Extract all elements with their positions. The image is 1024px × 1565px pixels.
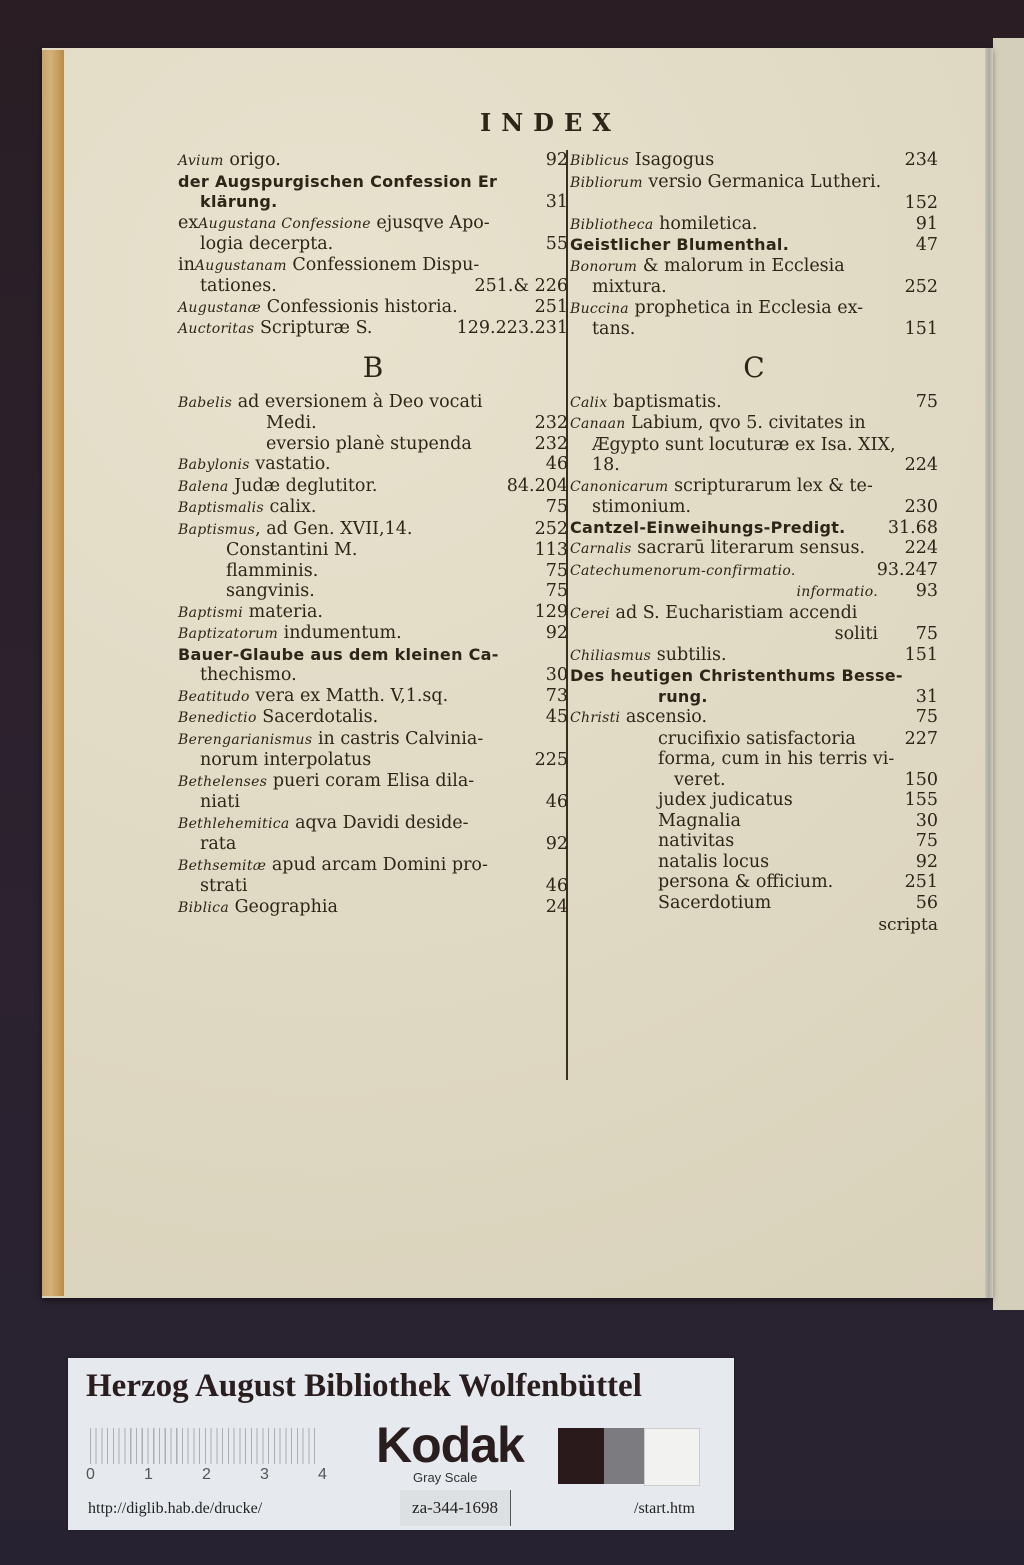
index-entry: Babelis ad eversionem à Deo vocati bbox=[178, 391, 483, 412]
swatch-gray bbox=[604, 1428, 644, 1484]
index-entry: der Augspurgischen Confession Er bbox=[178, 171, 498, 191]
ruler-label: 3 bbox=[260, 1466, 269, 1483]
index-entry: Carnalis sacrarū literarum sensus. 224 bbox=[570, 538, 938, 558]
index-subentry: eversio planè stupenda 232 bbox=[266, 433, 568, 454]
index-entry: Christi ascensio. 75 bbox=[570, 707, 938, 727]
index-entry-continuation: rata 92 bbox=[200, 834, 568, 854]
index-entry-continuation: thechismo. 30 bbox=[200, 665, 568, 685]
ruler-scale bbox=[90, 1428, 320, 1464]
index-entry: Chiliasmus subtilis. 151 bbox=[570, 644, 938, 665]
index-entry: Bonorum & malorum in Ecclesia bbox=[570, 255, 845, 276]
index-subentry: informatio. 93 bbox=[796, 581, 938, 601]
index-entry: Canonicarum scripturarum lex & te- bbox=[570, 475, 873, 496]
index-entry: Cerei ad S. Eucharistiam accendi bbox=[570, 602, 858, 623]
index-column-left bbox=[178, 150, 568, 918]
index-entry-continuation: logia decerpta. 55 bbox=[200, 234, 568, 254]
index-subentry: nativitas 75 bbox=[658, 831, 938, 851]
index-subentry: Constantini M. 113 bbox=[226, 540, 568, 560]
index-entry: Auctoritas Scripturæ S. 129.223.231 bbox=[178, 318, 568, 338]
index-subentry: crucifixio satisfactoria 227 bbox=[658, 728, 938, 749]
entries-b bbox=[178, 392, 568, 919]
index-subentry: forma, cum in his terris vi- bbox=[658, 749, 895, 769]
url-suffix: /start.htm bbox=[634, 1500, 695, 1517]
page-title: INDEX bbox=[480, 108, 621, 137]
index-entry-continuation: 152 bbox=[904, 193, 938, 213]
entries-c bbox=[570, 392, 938, 914]
index-entry: Beatitudo vera ex Matth. V,1.sq. 73 bbox=[178, 685, 568, 706]
index-entry-continuation: 18. 224 bbox=[592, 455, 938, 475]
index-entry: Catechumenorum-confirmatio. 93.247 bbox=[570, 559, 938, 580]
index-subentry: natalis locus 92 bbox=[658, 851, 938, 872]
index-subentry: flamminis. 75 bbox=[226, 560, 568, 581]
index-entry: Biblica Geographia 24 bbox=[178, 896, 568, 917]
index-entry: Bethsemitæ apud arcam Domini pro- bbox=[178, 854, 488, 875]
index-entry: Calix baptismatis. 75 bbox=[570, 391, 938, 412]
institution-name: Herzog August Bibliothek Wolfenbüttel bbox=[86, 1368, 642, 1404]
index-subentry: judex judicatus 155 bbox=[658, 790, 938, 810]
section-letter-c: C bbox=[743, 350, 765, 384]
index-entry-continuation: niati 46 bbox=[200, 792, 568, 812]
index-entry: Geistlicher Blumenthal. 47 bbox=[570, 235, 938, 255]
section-letter-b: B bbox=[362, 350, 384, 384]
index-entry: Bauer-Glaube aus dem kleinen Ca- bbox=[178, 644, 499, 664]
entries-a bbox=[178, 150, 568, 340]
index-subentry: Sacerdotium 56 bbox=[658, 892, 938, 913]
index-entry-continuation: klärung. 31 bbox=[200, 192, 568, 212]
index-entry-continuation: Ægypto sunt locuturæ ex Isa. XIX, bbox=[592, 434, 896, 455]
index-entry: Baptizatorum indumentum. 92 bbox=[178, 623, 568, 643]
ruler-label: 4 bbox=[318, 1466, 327, 1483]
index-entry: Bibliorum versio Germanica Lutheri. bbox=[570, 171, 882, 192]
index-entry: Babylonis vastatio. 46 bbox=[178, 454, 568, 474]
page-fore-edge bbox=[42, 50, 64, 1296]
swatch-black bbox=[558, 1428, 604, 1484]
index-entry: Des heutigen Christenthums Besse- bbox=[570, 666, 903, 685]
shelfmark: za-344-1698 bbox=[400, 1490, 511, 1526]
index-entry: exAugustana Confessione ejusqve Apo- bbox=[178, 212, 490, 233]
index-entry: Augustanæ Confessionis historia. 251 bbox=[178, 296, 568, 317]
index-entry-continuation: tationes. 251.& 226 bbox=[200, 276, 568, 296]
index-entry: inAugustanam Confessionem Dispu- bbox=[178, 254, 480, 275]
index-entry: Berengarianismus in castris Calvinia- bbox=[178, 728, 484, 749]
index-entry: Bethlehemitica aqva Davidi deside- bbox=[178, 812, 469, 833]
index-entry-continuation: strati 46 bbox=[200, 876, 568, 896]
index-entry: Baptismi materia. 129 bbox=[178, 601, 568, 622]
catchword: scripta bbox=[878, 915, 938, 935]
index-entry-continuation: rung. 31 bbox=[658, 686, 938, 707]
index-entry-continuation: norum interpolatus 225 bbox=[200, 750, 568, 770]
kodak-color-card bbox=[68, 1358, 734, 1530]
ruler-label: 2 bbox=[202, 1466, 211, 1483]
index-entry: Canaan Labium, qvo 5. civitates in bbox=[570, 413, 866, 433]
book-gutter bbox=[985, 48, 993, 1298]
index-subentry: Medi. 232 bbox=[266, 413, 568, 433]
index-subentry: persona & officium. 251 bbox=[658, 872, 938, 892]
index-entry: Buccina prophetica in Ecclesia ex- bbox=[570, 297, 864, 318]
index-entry-continuation: tans. 151 bbox=[592, 319, 938, 339]
index-entry: Balena Judæ deglutitor. 84.204 bbox=[178, 475, 568, 496]
index-entry: Bibliotheca homiletica. 91 bbox=[570, 213, 938, 234]
index-subentry: sangvinis. 75 bbox=[226, 581, 568, 601]
index-entry: Biblicus Isagogus 234 bbox=[570, 150, 938, 170]
gray-scale-label: Gray Scale bbox=[413, 1470, 478, 1485]
kodak-logo: Kodak bbox=[376, 1417, 524, 1473]
index-entry: Bethelenses pueri coram Elisa dila- bbox=[178, 770, 475, 791]
url-prefix: http://diglib.hab.de/drucke/ bbox=[88, 1500, 263, 1517]
ruler-label: 1 bbox=[144, 1466, 153, 1483]
ruler-label: 0 bbox=[86, 1466, 95, 1483]
swatch-white bbox=[644, 1428, 700, 1486]
index-subentry: Magnalia 30 bbox=[658, 810, 938, 831]
index-entry: Avium origo. 92 bbox=[178, 150, 568, 170]
index-entry: Cantzel-Einweihungs-Predigt. 31.68 bbox=[570, 517, 938, 538]
index-entry-continuation: mixtura. 252 bbox=[592, 277, 938, 297]
index-entry: Baptismalis calix. 75 bbox=[178, 497, 568, 517]
index-subentry-continuation: veret. 150 bbox=[674, 769, 938, 790]
facing-page-edge bbox=[993, 38, 1024, 1310]
index-column-right bbox=[570, 150, 938, 935]
index-entry-continuation: soliti 75 bbox=[834, 624, 938, 644]
index-entry-continuation: stimonium. 230 bbox=[592, 497, 938, 517]
entries-b-cont bbox=[570, 150, 938, 340]
index-entry: Benedictio Sacerdotalis. 45 bbox=[178, 707, 568, 727]
index-entry: Baptismus, ad Gen. XVII,14. 252 bbox=[178, 518, 568, 539]
